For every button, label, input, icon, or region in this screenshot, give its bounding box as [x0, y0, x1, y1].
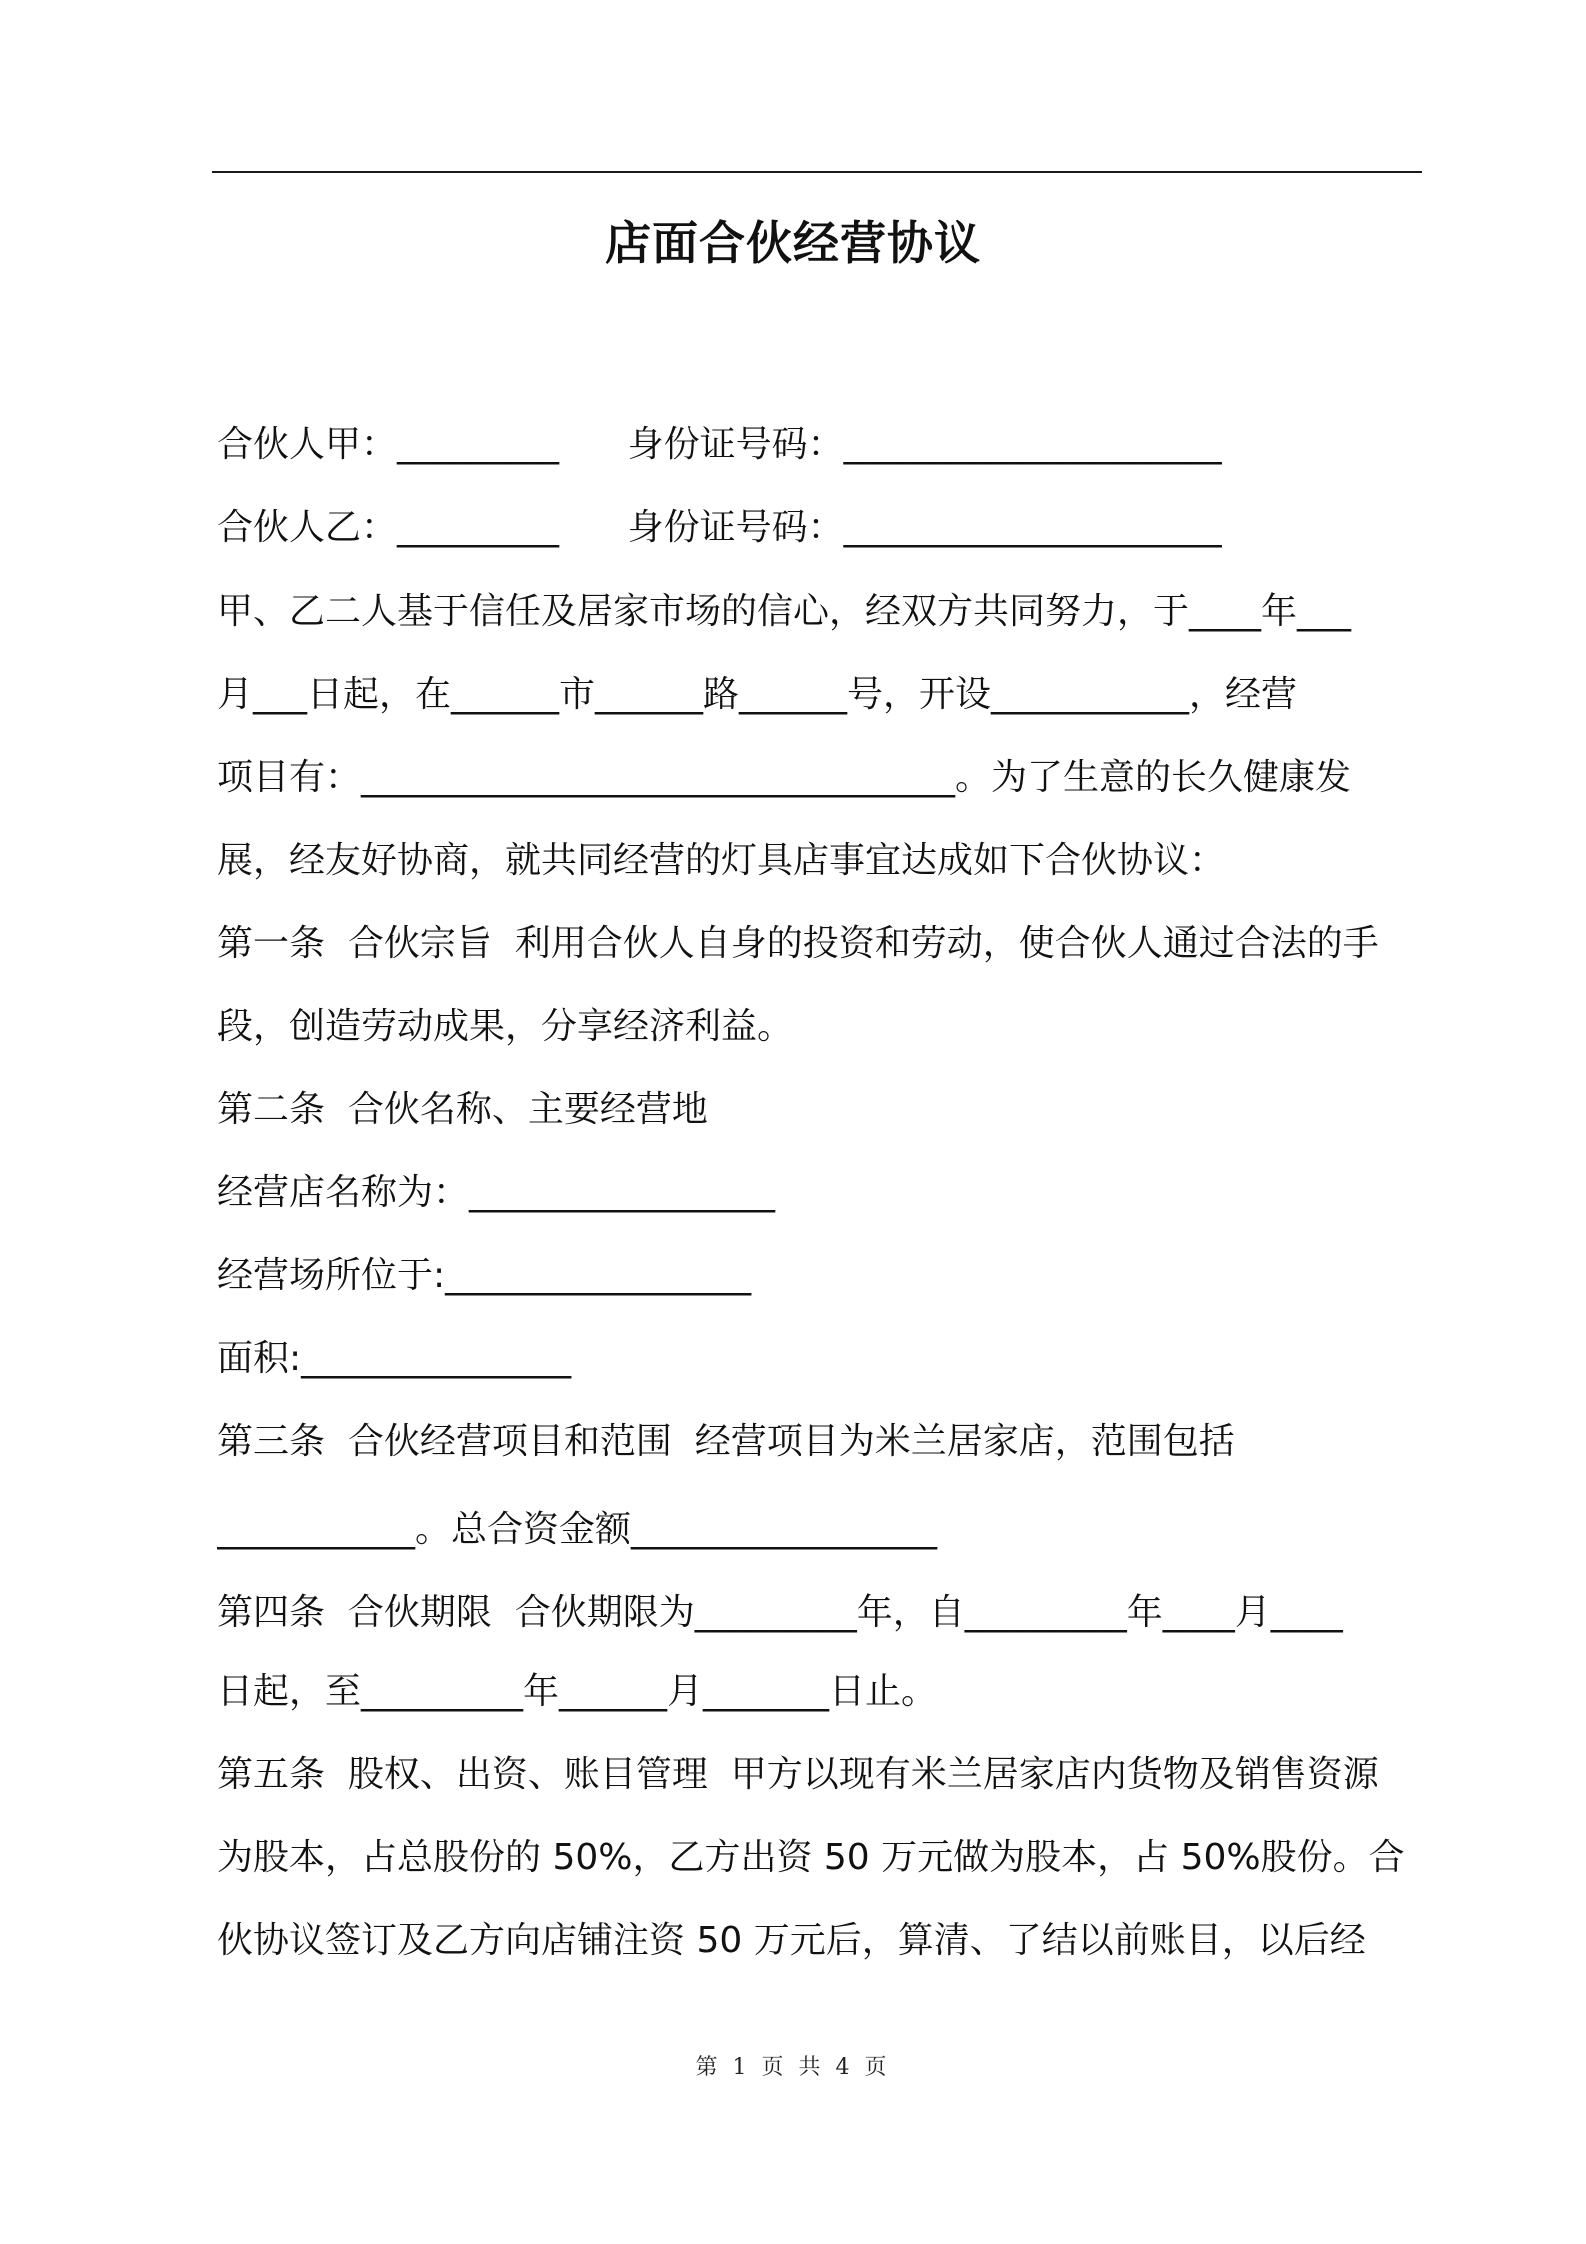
- header-rule: [212, 171, 1422, 173]
- party-b-line: 合伙人乙：_________ 身份证号码：_____________________: [217, 507, 1222, 548]
- store-name-line: 经营店名称为：_________________: [217, 1172, 776, 1213]
- article-5-line: 为股本，占总股份的 50%，乙方出资 50 万元做为股本，占 50%股份。合: [217, 1837, 1405, 1878]
- article-1-line: 段，创造劳动成果，分享经济利益。: [217, 1006, 794, 1047]
- body-line: 甲、乙二人基于信任及居家市场的信心，经双方共同努力，于____年___: [217, 591, 1352, 632]
- document-title: 店面合伙经营协议: [605, 216, 981, 270]
- article-5-line: 伙协议签订及乙方向店铺注资 50 万元后，算清、了结以前账目，以后经: [217, 1920, 1366, 1961]
- article-4-line: 日起，至_________年______月_______日止。: [217, 1671, 938, 1712]
- body-line: 项目有：_________________________________。为了生意的长久健康发: [217, 757, 1352, 798]
- party-a-line: 合伙人甲：_________ 身份证号码：_____________________: [217, 424, 1222, 465]
- article-1-line: 第一条 合伙宗旨 利用合伙人自身的投资和劳动，使合伙人通过合法的手: [217, 923, 1379, 964]
- article-5-line: 第五条 股权、出资、账目管理 甲方以现有米兰居家店内货物及销售资源: [217, 1754, 1379, 1795]
- article-3-line: 第三条 合伙经营项目和范围 经营项目为米兰居家店，范围包括: [217, 1421, 1235, 1462]
- body-line: 展，经友好协商，就共同经营的灯具店事宜达成如下合伙协议：: [217, 840, 1226, 881]
- article-4-line: 第四条 合伙期限 合伙期限为_________年，自_________年____月____: [217, 1592, 1343, 1633]
- store-area-line: 面积:_______________: [217, 1338, 572, 1379]
- page-footer: 第 1 页 共 4 页: [695, 2055, 891, 2080]
- article-3-line: ___________。总合资金额_________________: [217, 1509, 938, 1550]
- store-location-line: 经营场所位于:_________________: [217, 1255, 752, 1296]
- body-line: 月___日起，在______市______路______号，开设___________，经营: [217, 674, 1298, 715]
- article-2-heading: 第二条 合伙名称、主要经营地: [217, 1089, 708, 1130]
